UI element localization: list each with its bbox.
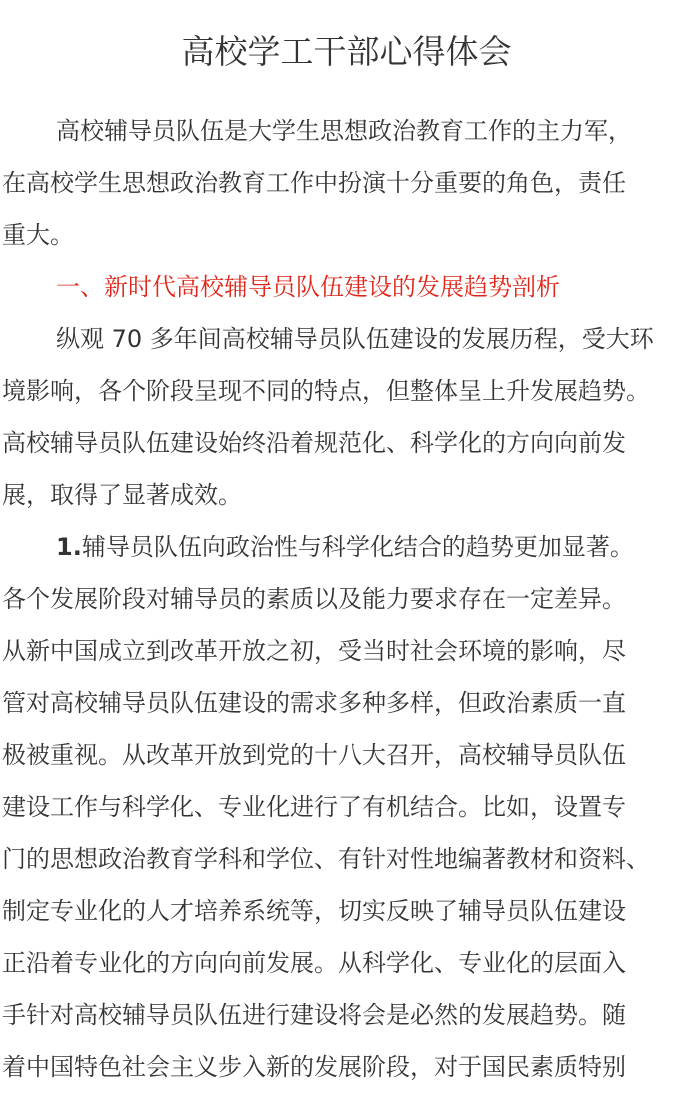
item-text: 辅导员队伍向政治性与科学化结合的趋势更加显著。 bbox=[81, 533, 634, 561]
item-number: 1. bbox=[56, 533, 82, 561]
document-title: 高校学工干部心得体会 bbox=[181, 32, 512, 71]
paragraph-line: 建设工作与科学化、专业化进行了有机结合。比如，设置专 bbox=[2, 793, 626, 821]
paragraph-line: 手针对高校辅导员队伍进行建设将会是必然的发展趋势。随 bbox=[2, 1001, 626, 1029]
paragraph-line: 重大。 bbox=[2, 221, 74, 249]
paragraph-line: 纵观 70 多年间高校辅导员队伍建设的发展历程，受大环 bbox=[56, 325, 654, 353]
paragraph-line: 展，取得了显著成效。 bbox=[2, 481, 242, 509]
paragraph-line: 各个发展阶段对辅导员的素质以及能力要求存在一定差异。 bbox=[2, 585, 626, 613]
paragraph-line: 从新中国成立到改革开放之初，受当时社会环境的影响，尽 bbox=[2, 637, 626, 665]
paragraph-line: 正沿着专业化的方向向前发展。从科学化、专业化的层面入 bbox=[2, 949, 626, 977]
paragraph-line: 管对高校辅导员队伍建设的需求多种多样，但政治素质一直 bbox=[2, 689, 626, 717]
document-body bbox=[2, 105, 691, 1093]
paragraph-line: 高校辅导员队伍建设始终沿着规范化、科学化的方向向前发 bbox=[2, 429, 626, 457]
numbered-item-line bbox=[2, 521, 691, 573]
paragraph-line: 在高校学生思想政治教育工作中扮演十分重要的角色，责任 bbox=[2, 169, 626, 197]
paragraph-line: 境影响，各个阶段呈现不同的特点，但整体呈上升发展趋势。 bbox=[2, 377, 650, 405]
paragraph-line: 制定专业化的人才培养系统等，切实反映了辅导员队伍建设 bbox=[2, 897, 626, 925]
paragraph-line: 着中国特色社会主义步入新的发展阶段，对于国民素质特别 bbox=[2, 1053, 626, 1081]
paragraph-line: 高校辅导员队伍是大学生思想政治教育工作的主力军， bbox=[56, 117, 632, 145]
paragraph-line: 极被重视。从改革开放到党的十八大召开，高校辅导员队伍 bbox=[2, 741, 626, 769]
section-heading: 一、新时代高校辅导员队伍建设的发展趋势剖析 bbox=[56, 273, 560, 301]
paragraph-line: 门的思想政治教育学科和学位、有针对性地编著教材和资料、 bbox=[2, 845, 650, 873]
